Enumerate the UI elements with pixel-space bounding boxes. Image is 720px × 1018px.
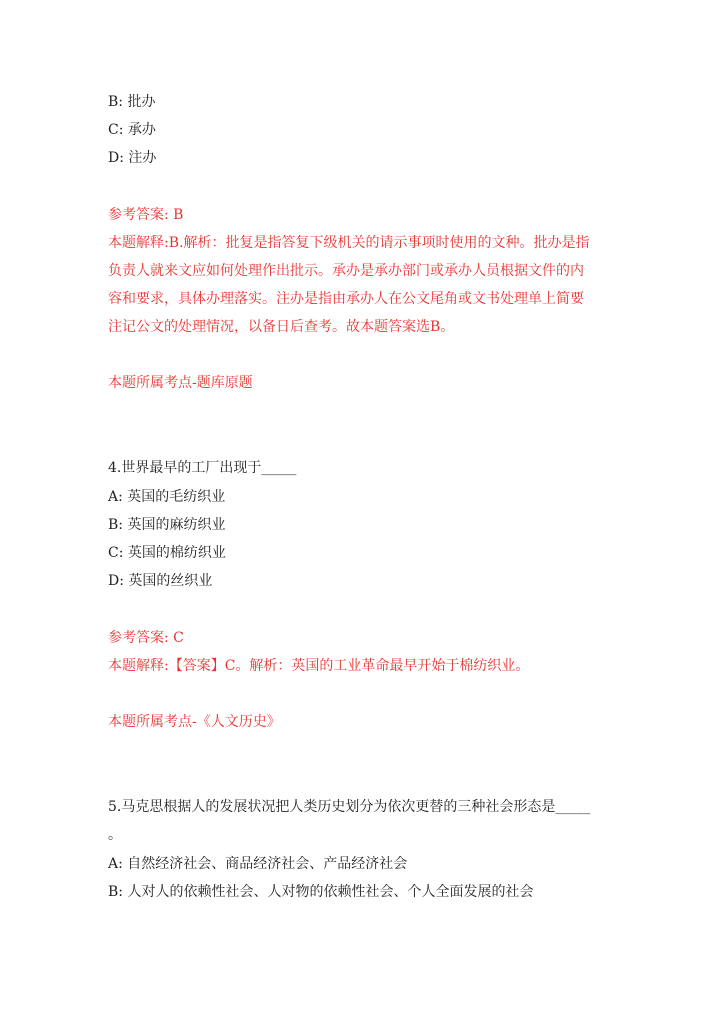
q3-explanation-line-4: 注记公文的处理情况，以备日后查考。故本题答案选B。: [108, 319, 455, 335]
q4-category: 本题所属考点-《人文历史》: [108, 714, 281, 730]
q3-explanation-line-1: 本题解释:B.解析：批复是指答复下级机关的请示事项时使用的文种。批办是指: [108, 235, 590, 251]
q4-answer: 参考答案: C: [108, 630, 184, 646]
q3-option-d: D: 注办: [108, 150, 157, 166]
q4-option-d: D: 英国的丝织业: [108, 573, 213, 589]
q3-category: 本题所属考点-题库原题: [108, 375, 253, 391]
q3-option-c: C: 承办: [108, 122, 156, 138]
q4-explanation: 本题解释:【答案】C。解析：英国的工业革命最早开始于棉纺织业。: [108, 658, 530, 674]
q4-question: 4.世界最早的工厂出现于_____: [108, 460, 297, 476]
q5-option-b: B: 人对人的依赖性社会、人对物的依赖性社会、个人全面发展的社会: [108, 884, 534, 900]
q4-option-b: B: 英国的麻纺织业: [108, 517, 226, 533]
q3-explanation-line-3: 容和要求，具体办理落实。注办是指由承办人在公文尾角或文书处理单上简要: [108, 291, 584, 307]
q4-option-c: C: 英国的棉纺织业: [108, 545, 226, 561]
q3-answer: 参考答案: B: [108, 207, 184, 223]
q5-question-line-2: 。: [108, 827, 122, 843]
q4-option-a: A: 英国的毛纺织业: [108, 489, 226, 505]
q3-explanation-line-2: 负责人就来文应如何处理作出批示。承办是承办部门或承办人员根据文件的内: [108, 263, 584, 279]
q3-option-b: B: 批办: [108, 94, 156, 110]
q5-question-line-1: 5.马克思根据人的发展状况把人类历史划分为依次更替的三种社会形态是_____: [108, 799, 591, 815]
q5-option-a: A: 自然经济社会、商品经济社会、产品经济社会: [108, 856, 408, 872]
